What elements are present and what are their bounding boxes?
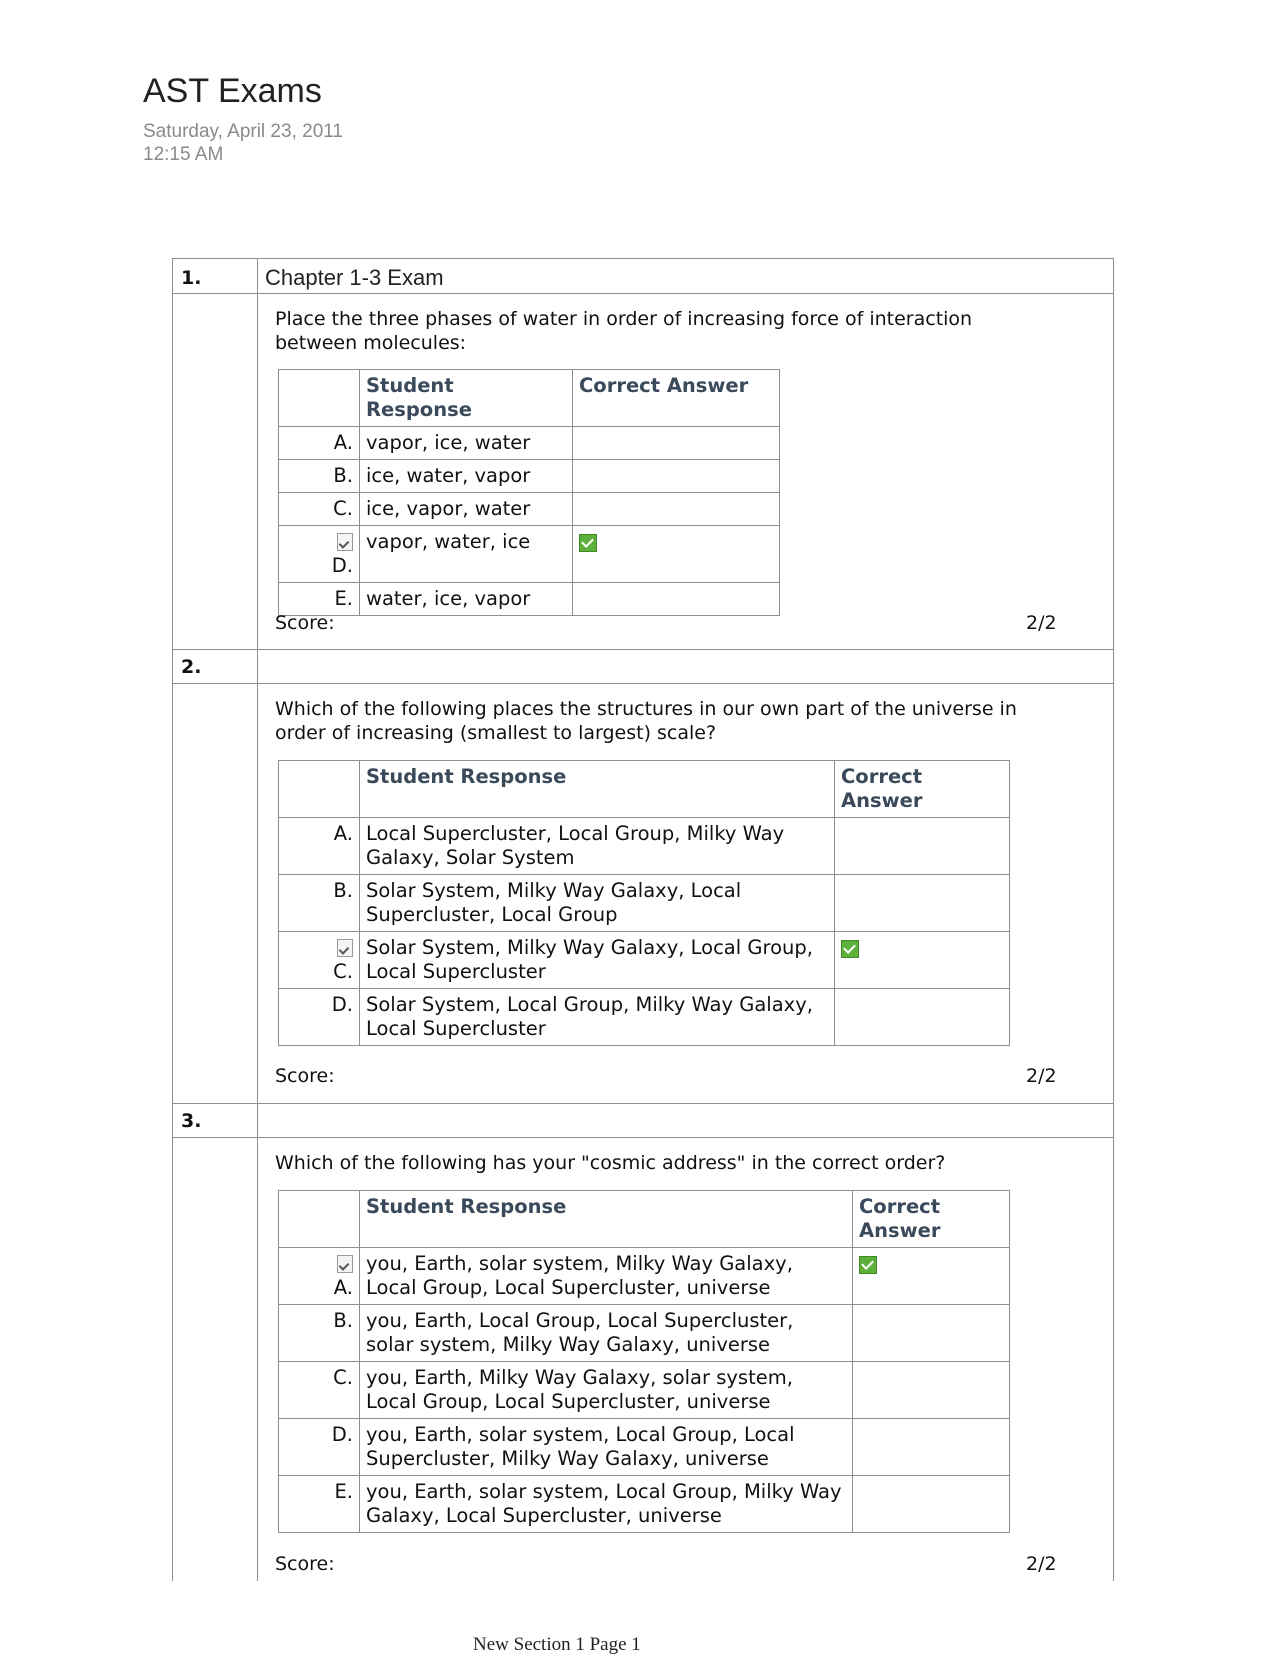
option-label-selected — [279, 526, 360, 583]
correct-cell — [573, 460, 780, 493]
option-label-selected — [279, 932, 360, 989]
row-divider — [173, 1137, 1113, 1138]
score-value: 2/2 — [1026, 1065, 1057, 1087]
option-label: B. — [279, 875, 360, 932]
page-date: Saturday, April 23, 2011 — [143, 121, 343, 142]
response-table — [278, 1190, 1010, 1533]
option-label: A. — [279, 427, 360, 460]
table-header-row — [279, 1191, 1010, 1248]
table-row — [279, 493, 780, 526]
correct-header-line: Correct — [841, 765, 923, 788]
option-response: water, ice, vapor — [360, 583, 573, 616]
correct-answer-header — [853, 1191, 1010, 1248]
option-label: D. — [279, 989, 360, 1046]
column-divider — [257, 259, 258, 1581]
correct-cell — [835, 989, 1010, 1046]
correct-answer-header — [835, 761, 1010, 818]
answer-header-line: Answer — [841, 789, 923, 812]
table-row — [279, 427, 780, 460]
score-label: Score: — [275, 612, 335, 634]
exam-title: Chapter 1-3 Exam — [265, 265, 444, 290]
option-label-text: C. — [333, 960, 353, 983]
correct-cell — [853, 1419, 1010, 1476]
page-title: AST Exams — [143, 72, 322, 110]
option-label: D. — [279, 1419, 360, 1476]
row-divider — [173, 293, 1113, 294]
option-response: Solar System, Milky Way Galaxy, Local Supercluster, Local Group — [360, 875, 835, 932]
option-label: C. — [279, 493, 360, 526]
question-text: Place the three phases of water in order of increasing force of interaction between molecules: — [275, 308, 973, 354]
score-value: 2/2 — [1026, 1553, 1057, 1575]
score-label: Score: — [275, 1065, 335, 1087]
table-row — [279, 989, 1010, 1046]
score-label: Score: — [275, 1553, 335, 1575]
option-response: you, Earth, solar system, Local Group, Milky Way Galaxy, Local Supercluster, universe — [360, 1476, 853, 1533]
option-response: ice, vapor, water — [360, 493, 573, 526]
correct-check-icon — [579, 534, 597, 552]
page-meta — [143, 120, 343, 166]
option-response: you, Earth, Local Group, Local Supercluster, solar system, Milky Way Galaxy, universe — [360, 1305, 853, 1362]
row-divider — [173, 683, 1113, 684]
correct-cell — [853, 1362, 1010, 1419]
option-label: A. — [279, 818, 360, 875]
table-row — [279, 875, 1010, 932]
correct-cell — [573, 526, 780, 583]
correct-header-line: Correct — [859, 1195, 941, 1218]
option-response: vapor, water, ice — [360, 526, 573, 583]
option-label: B. — [279, 1305, 360, 1362]
table-header-row — [279, 370, 780, 427]
correct-cell — [835, 932, 1010, 989]
option-label: C. — [279, 1362, 360, 1419]
option-response: Solar System, Local Group, Milky Way Galaxy, Local Supercluster — [360, 989, 835, 1046]
page-footer: New Section 1 Page 1 — [473, 1634, 641, 1655]
question-text: Which of the following places the structures in our own part of the universe in order of increasing (smallest to largest) scale? — [275, 698, 1017, 744]
student-response-header: Student Response — [360, 761, 835, 818]
table-row — [279, 1248, 1010, 1305]
correct-cell — [573, 427, 780, 460]
option-response: you, Earth, Milky Way Galaxy, solar system, Local Group, Local Supercluster, universe — [360, 1362, 853, 1419]
option-response: Solar System, Milky Way Galaxy, Local Group, Local Supercluster — [360, 932, 835, 989]
correct-cell — [573, 493, 780, 526]
correct-cell — [573, 583, 780, 616]
selected-response-icon — [337, 533, 353, 551]
table-row — [279, 1362, 1010, 1419]
correct-check-icon — [841, 940, 859, 958]
option-response: vapor, ice, water — [360, 427, 573, 460]
option-label: B. — [279, 460, 360, 493]
selected-response-icon — [337, 939, 353, 957]
correct-answer-header: Correct Answer — [573, 370, 780, 427]
table-row — [279, 583, 780, 616]
answer-header-line: Answer — [859, 1219, 941, 1242]
blank-header — [279, 370, 360, 427]
score-value: 2/2 — [1026, 612, 1057, 634]
blank-header — [279, 761, 360, 818]
response-table — [278, 369, 780, 616]
student-response-header: Student Response — [360, 370, 573, 427]
correct-cell — [835, 875, 1010, 932]
exam-container — [172, 258, 1114, 1581]
option-response: Local Supercluster, Local Group, Milky Way Galaxy, Solar System — [360, 818, 835, 875]
correct-cell — [853, 1305, 1010, 1362]
option-label: E. — [279, 1476, 360, 1533]
table-row — [279, 460, 780, 493]
blank-header — [279, 1191, 360, 1248]
page-time: 12:15 AM — [143, 144, 224, 165]
correct-cell — [853, 1248, 1010, 1305]
table-row — [279, 1419, 1010, 1476]
question-number: 3. — [181, 1110, 202, 1132]
option-response: you, Earth, solar system, Milky Way Galaxy, Local Group, Local Supercluster, universe — [360, 1248, 853, 1305]
option-response: ice, water, vapor — [360, 460, 573, 493]
question-number: 2. — [181, 656, 202, 678]
table-row — [279, 818, 1010, 875]
selected-response-icon — [337, 1255, 353, 1273]
table-row — [279, 932, 1010, 989]
question-text: Which of the following has your "cosmic address" in the correct order? — [275, 1152, 946, 1174]
table-header-row — [279, 761, 1010, 818]
correct-cell — [835, 818, 1010, 875]
student-response-header: Student Response — [360, 1191, 853, 1248]
option-label-selected — [279, 1248, 360, 1305]
option-response: you, Earth, solar system, Local Group, Local Supercluster, Milky Way Galaxy, universe — [360, 1419, 853, 1476]
table-row — [279, 526, 780, 583]
row-divider — [173, 649, 1113, 650]
option-label: E. — [279, 583, 360, 616]
option-label-text: A. — [333, 1276, 353, 1299]
option-label-text: D. — [331, 554, 353, 577]
row-divider — [173, 1103, 1113, 1104]
correct-check-icon — [859, 1256, 877, 1274]
response-table — [278, 760, 1010, 1046]
correct-cell — [853, 1476, 1010, 1533]
table-row — [279, 1305, 1010, 1362]
question-number: 1. — [181, 267, 202, 289]
table-row — [279, 1476, 1010, 1533]
